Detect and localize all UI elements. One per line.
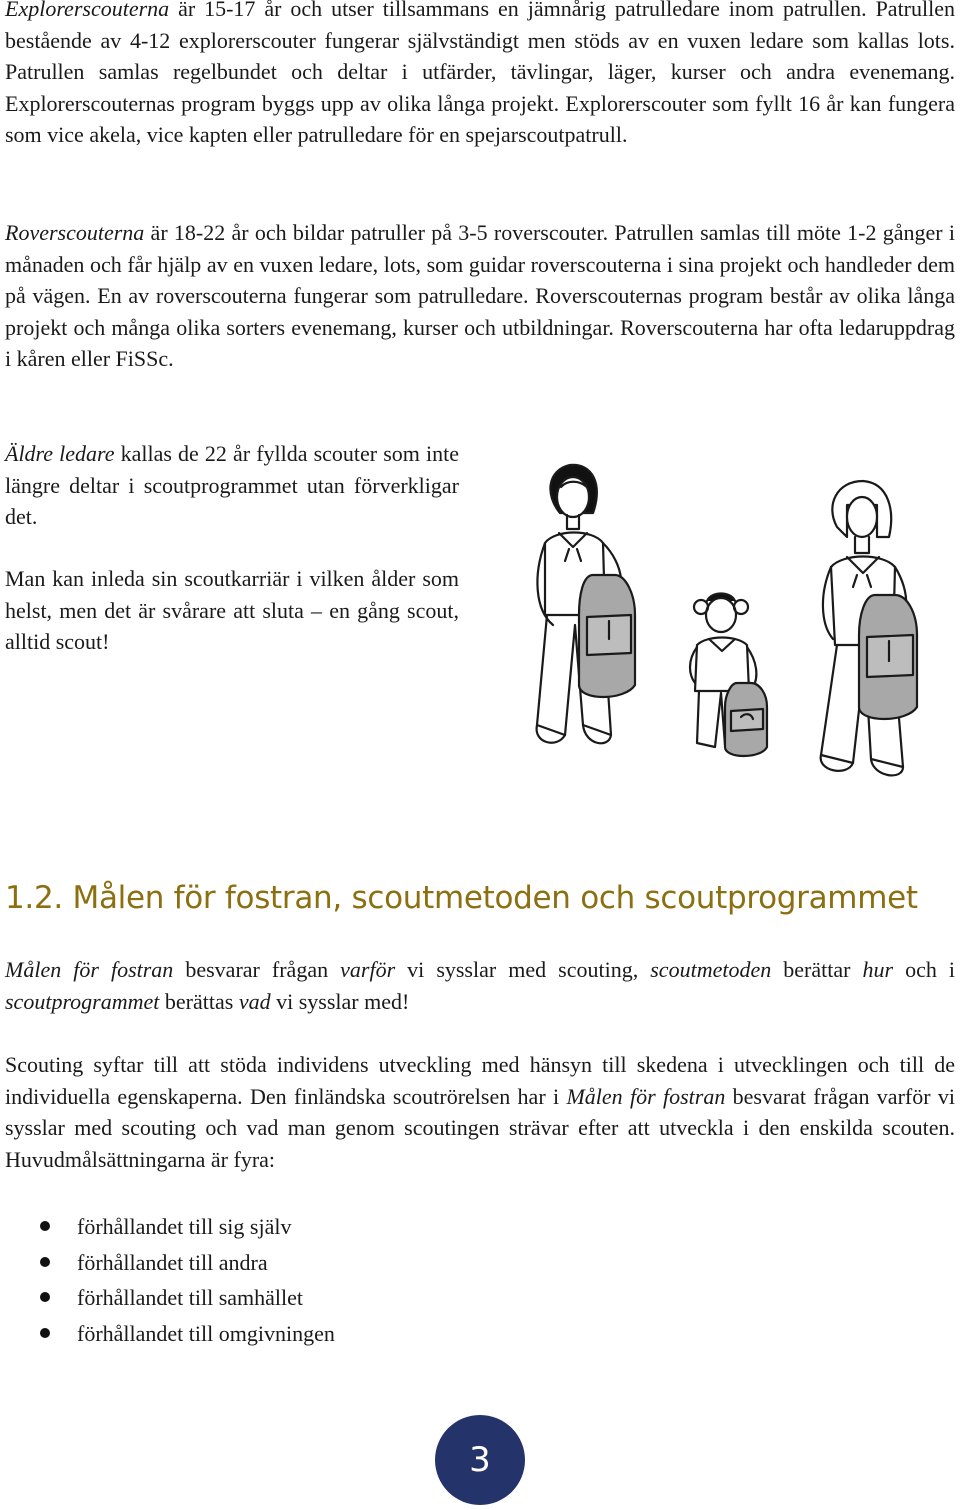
bullet-icon — [40, 1221, 50, 1231]
term-varfor: varför — [340, 957, 396, 982]
text-fragment: vi sysslar med! — [270, 988, 410, 1014]
list-item — [5, 1209, 335, 1245]
term-roverscouterna: Roverscouterna — [5, 220, 145, 245]
list-item — [5, 1316, 335, 1352]
goals-list — [5, 1209, 335, 1351]
paragraph-text: kallas de 22 år fyllda scouter som inte längre deltar i scoutprogrammet utan förverkligar det. — [5, 441, 459, 529]
bullet-icon — [40, 1292, 50, 1302]
text-fragment: berättar — [771, 957, 863, 982]
text-fragment: besvarat frågan varför vi sysslar med scouting och vad man genom scoutingen strävar efter att utveckla i den enskilda scouten. Huvudmålsättningarna är fyra: — [5, 1083, 955, 1172]
scouts-with-backpacks-illustration — [475, 425, 960, 805]
term-malen-for-fostran: Målen för fostran — [566, 1083, 726, 1109]
text-fragment: berättas — [159, 988, 239, 1014]
text-fragment: besvarar frågan — [173, 957, 341, 982]
term-malen-for-fostran: Målen för fostran — [5, 957, 174, 982]
paragraph-explorerscouts — [5, 0, 955, 151]
list-item-label: förhållandet till samhället — [77, 1285, 304, 1310]
paragraph-scout-career — [5, 563, 459, 658]
term-aldre-ledare: Äldre ledare — [5, 441, 115, 466]
section-heading: 1.2. Målen för fostran, scoutmetoden och scoutprogrammet — [5, 880, 918, 916]
term-explorerscouterna: Explorerscouterna — [5, 0, 170, 21]
text-fragment: Scouting syftar till att stöda individens utveckling med hänsyn till skedena i utvecklingen och till de individuella egenskaperna. Den finländska scoutrörelsen har i — [5, 1052, 955, 1109]
bullet-icon — [40, 1257, 50, 1267]
bullet-icon — [40, 1328, 50, 1338]
paragraph-goals-intro — [5, 954, 955, 1017]
list-item-label: förhållandet till andra — [77, 1249, 268, 1275]
text-fragment: och i — [893, 957, 955, 982]
paragraph-text: är 18-22 år och bildar patruller på 3-5 roverscouter. Patrullen samlas till möte 1-2 gånger i månaden och får hjälp av en vuxen ledare, lots, som guidar roverscouterna i sina projekt och handleder dem på vägen. En av roverscouterna fungerar som patrulledare. Roverscouternas program består av olika långa projekt och många olika sorters evenemang, kurser och utbildningar. Roverscouterna har ofta ledaruppdrag i kåren eller FiSSc. — [5, 220, 955, 371]
list-item — [5, 1245, 335, 1281]
paragraph-text: är 15-17 år och utser tillsammans en jämnårig patrulledare inom patrullen. Patrullen bestående av 4-12 explorerscouter fungerar självständigt men stöds av en vuxen ledare som kallas lots. Patrullen samlas regelbundet och deltar i utfärder, tävlingar, läger, kurser och andra evenemang. Explorerscouternas program byggs upp av olika långa projekt. Explorerscouter som fyllt 16 år kan fungera som vice akela, vice kapten eller patrulledare för en spejarscoutpatrull. — [5, 0, 955, 147]
list-item-label: förhållandet till omgivningen — [77, 1320, 335, 1346]
text-fragment: vi sysslar med scouting, — [395, 957, 651, 982]
paragraph-text: Man kan inleda sin scoutkarriär i vilken ålder som helst, men det är svårare att sluta – en gång scout, alltid scout! — [5, 566, 459, 654]
paragraph-older-leaders — [5, 438, 459, 533]
list-item-label: förhållandet till sig själv — [77, 1214, 292, 1239]
paragraph-roverscouts — [5, 217, 955, 375]
list-item — [5, 1280, 335, 1316]
term-vad: vad — [238, 988, 271, 1014]
term-hur: hur — [862, 957, 894, 982]
term-scoutmetoden: scoutmetoden — [650, 957, 772, 982]
paragraph-scouting-purpose — [5, 1049, 955, 1175]
page-number-badge: 3 — [435, 1415, 525, 1505]
term-scoutprogrammet: scoutprogrammet — [5, 988, 160, 1014]
